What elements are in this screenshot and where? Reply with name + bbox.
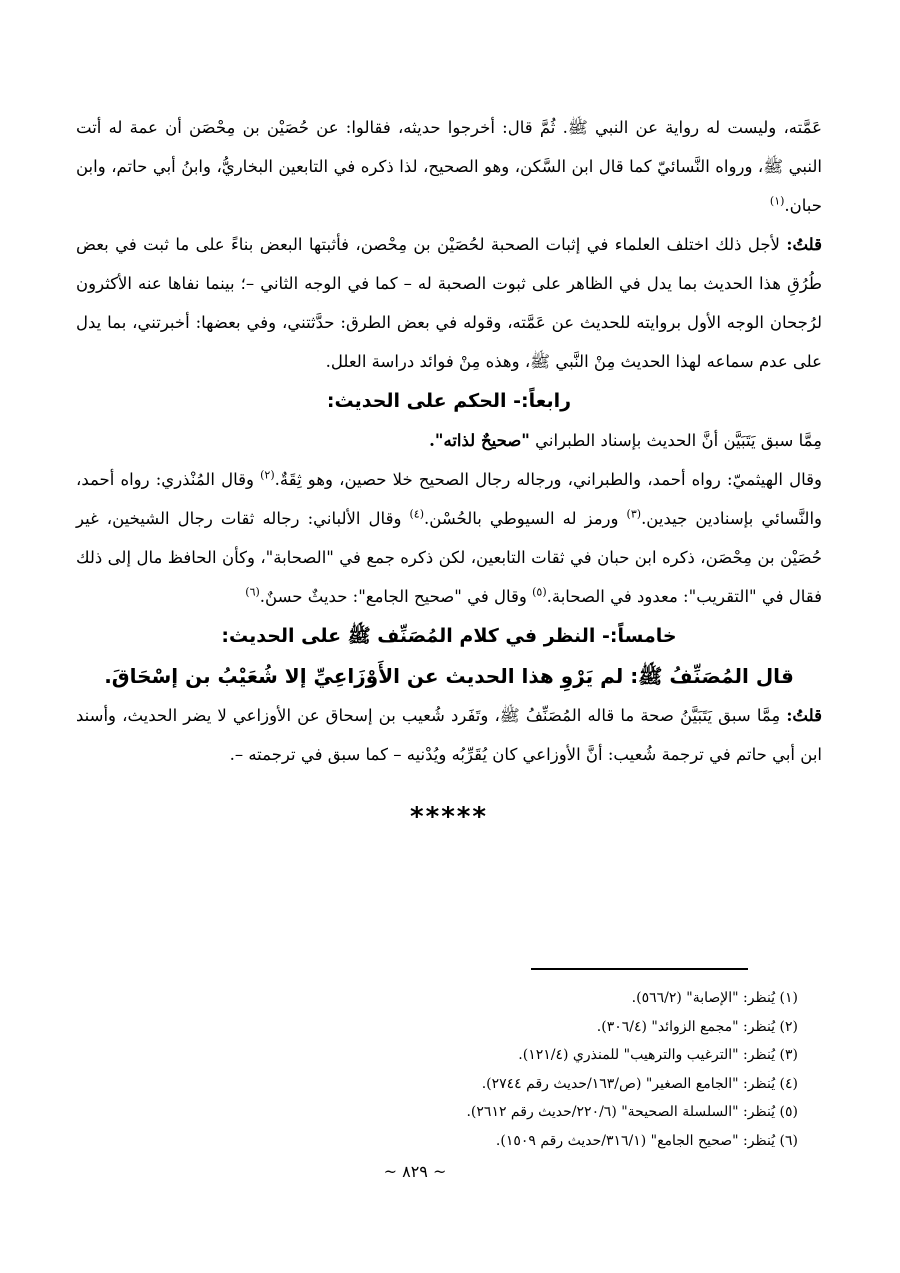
paragraph-4-text-b: وقال المُنْذري: رواه أحمد، والنَّسائي بإسنادين جيدين. — [76, 470, 823, 528]
paragraph-2-text: لأجل ذلك اختلف العلماء في إثبات الصحبة لحُصَيْن بن مِحْصن، فأثبتها البعض بناءً على ما ثبت في بعض طُرُقِ هذا الحديث بما يدل في الظاهر على ثبوت الصحبة له – كما في الوجه الثاني –؛ بينما نفاها عنه الأكثرون لرُجحان الوجه الأول بروايته للحديث عن عَمَّته، وقوله في بعض الطرق: حدَّثتني، وفي بعضها: أخبرتني، بما يدل على عدم سماعه لهذا الحديث مِنْ النَّبي ﷺ، وهذه مِنْ فوائد دراسة العلل. — [76, 235, 822, 371]
section-heading-5: خامساً:- النظر في كلام المُصَنِّف ﷺ على الحديث: — [221, 625, 677, 647]
section-separator-stars: ***** — [410, 802, 488, 832]
footnote-ref-2: (٢) — [260, 468, 275, 482]
footnote-ref-3: (٣) — [626, 507, 642, 521]
paragraph-5-text: مِمَّا سبق يَتَبَيَّنُ صحة ما قاله المُصَنِّفُ ﷺ، وتَفَرد شُعيب بن إسحاق عن الأوزاعي لا يضر الحديث، وأسند ابن أبي حاتم في ترجمة شُعيب: أنَّ الأوزاعي كان يُقَرِّبُه ويُدْنيه – كما سبق في ترجمته –. — [76, 706, 822, 764]
author-quote-text: لم يَرْوِ هذا الحديث عن الأَوْزَاعِيِّ إلا شُعَيْبُ بن إسْحَاقَ. — [104, 664, 624, 688]
author-quote-label: قال المُصَنِّفُ ﷺ: — [630, 664, 794, 688]
paragraph-4 — [76, 460, 822, 616]
page-number: ~ ٨٢٩ ~ — [383, 1162, 447, 1181]
paragraph-2-lead: قلتُ: — [786, 235, 823, 254]
paragraph-1-text: عَمَّته، وليست له رواية عن النبي ﷺ. ثُمَّ قال: أخرجوا حديثه، فقالوا: عن حُصَيْن بن مِحْصَن أن عمة له أتت النبي ﷺ، ورواه النَّسائيّ كما قال ابن السَّكن، وهو الصحيح، لذا ذكره في التابعين البخاريُّ، وابنُ أبي حاتم، وابن حبان. — [76, 118, 822, 215]
footnote-5: (٥) يُنظر: "السلسلة الصحيحة" (٢٢٠/٦/حديث رقم ٢٦١٢). — [466, 1104, 798, 1120]
paragraph-5 — [76, 696, 822, 774]
footnote-ref-6: (٦) — [245, 585, 260, 599]
footnotes-list — [238, 984, 798, 1155]
paragraph-5-lead: قلتُ: — [786, 706, 822, 725]
footnote-4: (٤) يُنظر: "الجامع الصغير" (ص/١٦٣/حديث رقم ٢٧٤٤). — [481, 1075, 798, 1092]
paragraph-4-text-d: وقال الألباني: رجاله ثقات رجال الشيخين، غير حُصَيْن بن مِحْصَن، ذكره ابن حبان في ثقات التابعين، لكن ذكره جمع في "الصحابة"، وكأن الحافظ مال إلى ذلك فقال في "التقريب": معدود في الصحابة. — [76, 509, 822, 606]
footnote-ref-5: (٥) — [532, 585, 547, 599]
paragraph-3 — [76, 421, 822, 460]
paragraph-4-text-c: ورمز له السيوطي بالحُسْن. — [424, 509, 619, 528]
paragraph-3-text: مِمَّا سبق يَتَبَيَّن أنَّ الحديث بإسناد الطبراني — [535, 431, 822, 450]
paragraph-4-text-e: وقال في "صحيح الجامع": حديثٌ حسنٌ. — [259, 587, 527, 606]
author-quote — [76, 656, 822, 696]
paragraph-1 — [76, 108, 822, 225]
footnote-1: (١) يُنظر: "الإصابة" (٥٦٦/٢). — [631, 990, 798, 1006]
footnote-ref-1: (١) — [769, 194, 785, 208]
footnote-6: (٦) يُنظر: "صحيح الجامع" (٣١٦/١/حديث رقم ١٥٠٩). — [495, 1132, 798, 1149]
paragraph-4-text-a: وقال الهيثميّ: رواه أحمد، والطبراني، ورجاله رجال الصحيح خلا حصين، وهو ثِقَةٌ. — [274, 470, 822, 489]
section-heading-4: رابعاً:- الحكم على الحديث: — [326, 390, 572, 412]
main-text — [76, 108, 822, 832]
footnote-separator-line — [531, 968, 748, 970]
footnote-3: (٣) يُنظر: "الترغيب والترهيب" للمنذري (١٢١/٤). — [518, 1047, 798, 1063]
paragraph-3-verdict: "صحيحٌ لذاته". — [429, 431, 530, 450]
paragraph-2 — [76, 225, 822, 381]
footnote-ref-4: (٤) — [409, 507, 425, 521]
footnote-2: (٢) يُنظر: "مجمع الزوائد" (٣٠٦/٤). — [596, 1018, 798, 1035]
